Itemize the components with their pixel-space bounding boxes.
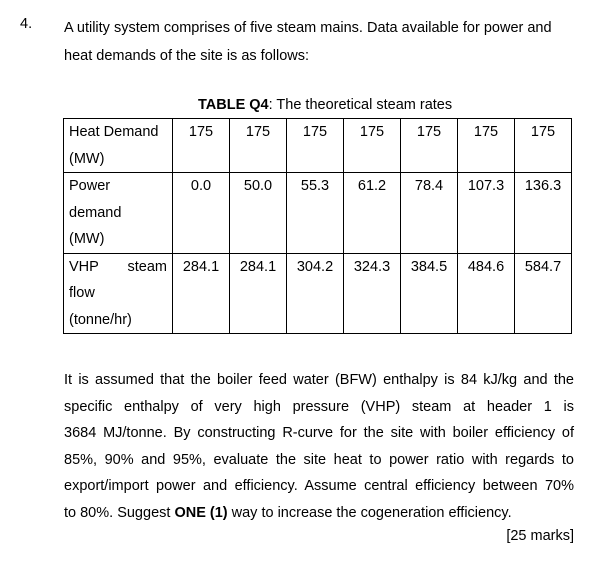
table-cell: 55.3 — [287, 173, 344, 254]
table-cell: 584.7 — [515, 253, 572, 334]
table-row-vhp-steam-flow — [64, 253, 572, 334]
body-line: 85%, 90% and 95%, evaluate the site heat to power ratio with regards to — [64, 451, 574, 468]
table-cell: 284.1 — [230, 253, 287, 334]
table-cell: 107.3 — [458, 173, 515, 254]
table-cell: 50.0 — [230, 173, 287, 254]
table-cell: 484.6 — [458, 253, 515, 334]
row-header-vhp-steam-flow — [64, 253, 173, 334]
header-line: flow — [69, 285, 95, 301]
table-cell: 284.1 — [173, 253, 230, 334]
table-cell: 175 — [344, 119, 401, 173]
body-text-segment: way to increase the cogeneration efficiency. — [227, 504, 512, 521]
body-line: 3684 MJ/tonne. By constructing R-curve for the site with boiler efficiency of — [64, 425, 574, 441]
question-number: 4. — [20, 16, 33, 32]
table-caption — [198, 95, 452, 115]
intro-line-2: heat demands of the site is as follows: — [64, 48, 310, 64]
table-cell: 136.3 — [515, 173, 572, 254]
table-cell: 304.2 — [287, 253, 344, 334]
steam-rates-table — [63, 118, 572, 334]
row-header-power-demand — [64, 173, 173, 254]
header-line: (MW) — [69, 150, 105, 167]
table-caption-text: : The theoretical steam rates — [268, 97, 453, 113]
marks-label: [25 marks] — [506, 528, 574, 544]
body-line: export/import power and efficiency. Assume central efficiency between 70% — [64, 478, 574, 494]
table-cell: 175 — [458, 119, 515, 173]
intro-line-1: A utility system comprises of five steam mains. Data available for power and — [64, 20, 552, 36]
table-cell: 384.5 — [401, 253, 458, 334]
header-line — [69, 254, 167, 281]
body-line: It is assumed that the boiler feed water (BFW) enthalpy is 84 kJ/kg and the — [64, 372, 574, 388]
header-line: (tonne/hr) — [69, 311, 132, 328]
body-emphasis: ONE (1) — [174, 504, 228, 521]
table-row-power-demand — [64, 173, 572, 254]
table-cell: 0.0 — [173, 173, 230, 254]
question-body — [64, 367, 574, 526]
table-row-heat-demand — [64, 119, 572, 173]
question-intro — [64, 14, 584, 70]
header-line: (MW) — [69, 231, 105, 247]
body-text-segment: to 80%. Suggest — [64, 504, 175, 521]
table-cell: 175 — [230, 119, 287, 173]
header-line: demand — [69, 204, 122, 221]
table-cell: 78.4 — [401, 173, 458, 254]
table-cell: 175 — [515, 119, 572, 173]
header-word: steam — [127, 258, 167, 275]
table-cell: 324.3 — [344, 253, 401, 334]
table-cell: 61.2 — [344, 173, 401, 254]
row-header-heat-demand — [64, 119, 173, 173]
table-cell: 175 — [401, 119, 458, 173]
table-cell: 175 — [173, 119, 230, 173]
body-line — [64, 500, 574, 527]
table-cell: 175 — [287, 119, 344, 173]
header-word: VHP — [69, 258, 99, 275]
header-line: Power — [69, 178, 111, 194]
table-caption-label: TABLE Q4 — [198, 97, 269, 113]
body-line: specific enthalpy of very high pressure (VHP) steam at header 1 is — [64, 398, 574, 415]
header-line: Heat Demand — [69, 124, 159, 140]
